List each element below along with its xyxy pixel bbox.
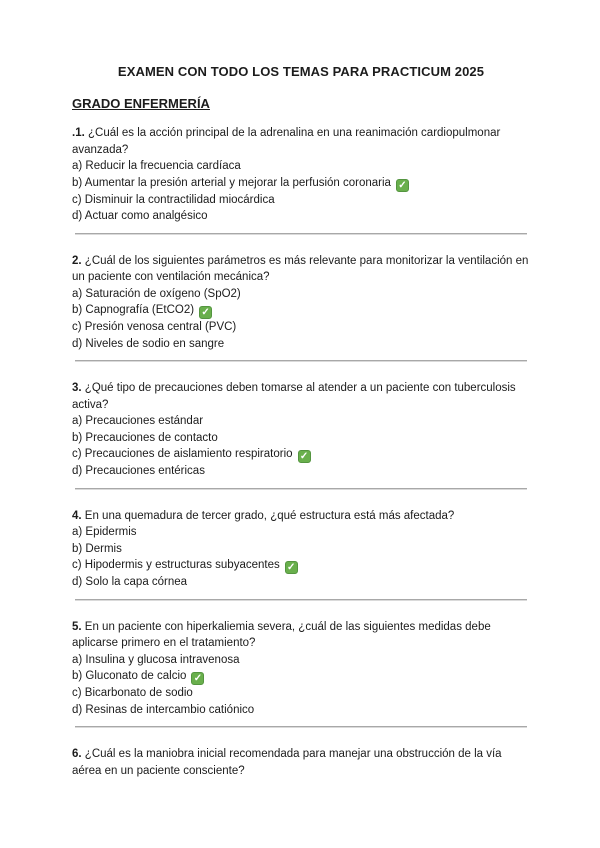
question-number: 3. xyxy=(72,382,82,394)
answer-option xyxy=(72,175,530,192)
answer-option xyxy=(72,652,530,669)
option-text: b) Gluconato de calcio xyxy=(72,670,187,682)
question-number: 5. xyxy=(72,620,82,633)
section-divider xyxy=(75,599,527,601)
question-block-1 xyxy=(72,125,530,225)
option-text: d) Precauciones entéricas xyxy=(72,465,205,477)
correct-answer-checkmark-icon xyxy=(396,179,409,192)
option-text: c) Presión venosa central (PVC) xyxy=(72,321,237,333)
option-text: b) Capnografía (EtCO2) xyxy=(72,304,195,316)
question-number: 2. xyxy=(72,254,82,267)
question-text xyxy=(72,380,530,413)
question-block-4 xyxy=(72,508,530,591)
option-text: a) Precauciones estándar xyxy=(72,415,204,427)
option-text: b) Dermis xyxy=(72,542,122,555)
question-block-5 xyxy=(72,619,530,719)
correct-answer-checkmark-icon xyxy=(199,306,212,319)
option-text: a) Reducir la frecuencia cardíaca xyxy=(72,160,241,172)
check-icon: ✓ xyxy=(201,307,210,318)
question-body: ¿Cuál de los siguientes parámetros es más relevante para monitorizar la ventilación en un paciente con ventilación mecánica? xyxy=(72,254,529,283)
section-divider xyxy=(75,233,527,235)
answer-option xyxy=(72,319,530,336)
question-body: ¿Qué tipo de precauciones deben tomarse al atender a un paciente con tuberculosis activa? xyxy=(72,382,516,411)
option-text: b) Aumentar la presión arterial y mejorar la perfusión coronaria xyxy=(72,176,391,189)
question-block-3 xyxy=(72,380,530,480)
correct-answer-checkmark-icon xyxy=(191,672,204,685)
answer-option xyxy=(72,557,530,574)
answer-option xyxy=(72,336,530,353)
section-divider xyxy=(75,360,527,362)
option-text: b) Precauciones de contacto xyxy=(72,431,218,444)
question-block-6 xyxy=(72,746,530,779)
option-text: d) Niveles de sodio en sangre xyxy=(72,337,225,350)
answer-option xyxy=(72,574,530,591)
answer-option xyxy=(72,446,530,463)
answer-option xyxy=(72,430,530,447)
check-icon: ✓ xyxy=(398,179,407,191)
question-text xyxy=(72,619,530,652)
option-text: d) Solo la capa córnea xyxy=(72,576,188,588)
question-text xyxy=(72,125,530,158)
option-text: c) Hipodermis y estructuras subyacentes xyxy=(72,559,280,571)
check-icon: ✓ xyxy=(193,673,203,684)
answer-option xyxy=(72,302,530,319)
question-body: ¿Cuál es la maniobra inicial recomendada para manejar una obstrucción de la vía aérea en un paciente consciente? xyxy=(72,748,502,777)
answer-option xyxy=(72,413,530,430)
option-text: a) Saturación de oxígeno (SpO2) xyxy=(72,287,241,300)
question-body: ¿Cuál es la acción principal de la adrenalina en una reanimación cardiopulmonar avanzada? xyxy=(72,127,501,156)
option-text: c) Precauciones de aislamiento respiratorio xyxy=(72,448,293,460)
question-number: 4. xyxy=(72,509,82,522)
option-text: a) Epidermis xyxy=(72,526,137,538)
option-text: c) Bicarbonato de sodio xyxy=(72,687,193,699)
correct-answer-checkmark-icon xyxy=(285,561,298,574)
check-icon: ✓ xyxy=(299,451,309,462)
option-text: c) Disminuir la contractilidad miocárdica xyxy=(72,193,275,206)
answer-option xyxy=(72,524,530,541)
answer-option xyxy=(72,463,530,480)
option-text: d) Resinas de intercambio catiónico xyxy=(72,703,255,716)
degree-heading: GRADO ENFERMERÍA xyxy=(72,96,210,111)
answer-option xyxy=(72,668,530,685)
question-text xyxy=(72,508,530,525)
question-number: 6. xyxy=(72,748,82,760)
section-divider xyxy=(75,488,527,490)
option-text: d) Actuar como analgésico xyxy=(72,210,208,222)
question-text xyxy=(72,746,530,779)
question-body: En un paciente con hiperkaliemia severa, ¿cuál de las siguientes medidas debe aplicarse primero en el tratamiento? xyxy=(72,620,491,649)
answer-option xyxy=(72,192,530,209)
question-body: En una quemadura de tercer grado, ¿qué estructura está más afectada? xyxy=(84,509,455,522)
section-divider xyxy=(75,726,527,728)
question-text xyxy=(72,253,530,286)
answer-option xyxy=(72,208,530,225)
option-text: a) Insulina y glucosa intravenosa xyxy=(72,653,240,666)
answer-option xyxy=(72,685,530,702)
answer-option xyxy=(72,541,530,558)
page-title: EXAMEN CON TODO LOS TEMAS PARA PRACTICUM 2025 xyxy=(117,64,485,79)
question-number: .1. xyxy=(72,127,85,139)
check-icon: ✓ xyxy=(287,562,296,573)
answer-option xyxy=(72,286,530,303)
answer-option xyxy=(72,158,530,175)
correct-answer-checkmark-icon xyxy=(298,450,311,463)
answer-option xyxy=(72,702,530,719)
question-block-2 xyxy=(72,253,530,353)
